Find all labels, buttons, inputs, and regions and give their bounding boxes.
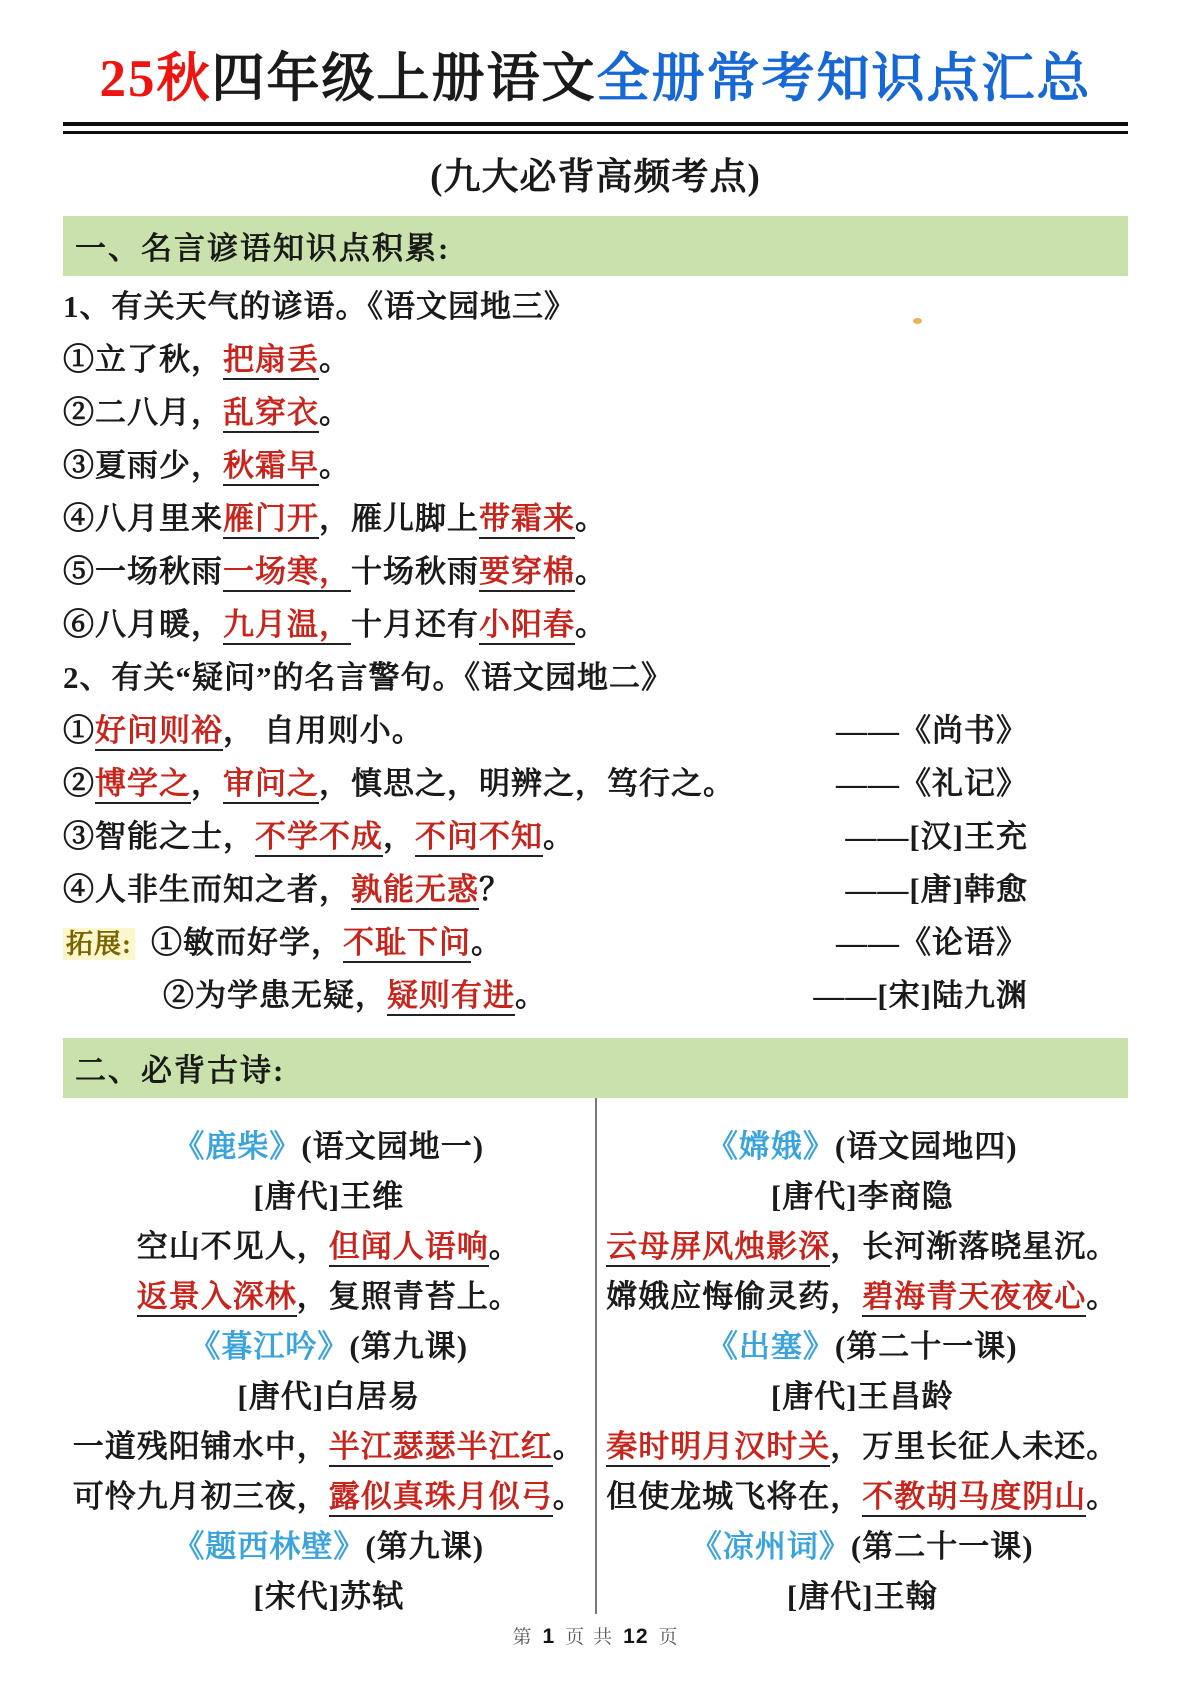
text-line bbox=[63, 492, 1128, 545]
line-text bbox=[63, 598, 607, 651]
plain-text: ，雁儿脚上 bbox=[319, 501, 479, 537]
text-line bbox=[63, 333, 1128, 386]
plain-text: 。 bbox=[319, 395, 351, 431]
plain-text: 。 bbox=[575, 607, 607, 643]
answer-blank-text: 乱穿衣 bbox=[223, 395, 319, 433]
plain-text: 。 bbox=[575, 554, 607, 590]
plain-text: ，万里长征人未还。 bbox=[830, 1429, 1119, 1465]
page-footer bbox=[0, 1622, 1191, 1649]
footer-page-number: 1 bbox=[542, 1625, 556, 1648]
title-term-season: 25秋 bbox=[99, 50, 212, 108]
text-line bbox=[63, 598, 1128, 651]
plain-text: 。 bbox=[575, 501, 607, 537]
subtitle: (九大必背高频考点) bbox=[430, 157, 761, 199]
plain-text: 。 bbox=[1086, 1479, 1119, 1515]
source-attribution: ——《论语》 bbox=[836, 925, 1028, 961]
line-text bbox=[63, 492, 607, 545]
plain-text: ③夏雨少， bbox=[63, 448, 223, 484]
poem-title: 《鹿柴》 bbox=[173, 1129, 302, 1165]
section1-heading-banner: 一、名言谚语知识点积累: bbox=[63, 216, 1128, 276]
answer-blank-text: 博学之 bbox=[95, 766, 191, 804]
plain-text: 。 bbox=[1086, 1279, 1119, 1315]
poem-author: [唐代]王维 bbox=[253, 1179, 405, 1215]
poem-title-line bbox=[597, 1522, 1129, 1572]
answer-blank-text: 带霜来 bbox=[479, 501, 575, 539]
answer-blank-text: 但闻人语响 bbox=[329, 1229, 489, 1267]
poems-grid bbox=[63, 1098, 1128, 1622]
source-attribution: ——[汉]王充 bbox=[845, 819, 1028, 855]
plain-text: 。 bbox=[552, 1479, 585, 1515]
poem-title: 《出塞》 bbox=[706, 1329, 835, 1365]
answer-blank-text: 不学不成 bbox=[255, 819, 383, 857]
poem-author: [唐代]白居易 bbox=[237, 1379, 421, 1415]
text-line bbox=[63, 863, 1128, 916]
footer-total-pages: 12 bbox=[623, 1625, 649, 1648]
poem-source-note: (第二十一课) bbox=[834, 1329, 1018, 1365]
plain-text: 。 bbox=[471, 925, 503, 961]
answer-blank-text: 返景入深林 bbox=[137, 1279, 297, 1317]
answer-blank-text: 小阳春 bbox=[479, 607, 575, 645]
plain-text: ①敏而好学， bbox=[151, 925, 343, 961]
text-line bbox=[63, 969, 1128, 1022]
footer-mid2: 共 bbox=[593, 1627, 614, 1648]
plain-text: 。 bbox=[515, 978, 547, 1014]
plain-text: ②二八月， bbox=[63, 395, 223, 431]
answer-blank-text: 好问则裕 bbox=[95, 713, 223, 751]
answer-blank-text: 孰能无惑 bbox=[351, 872, 479, 910]
extension-label: 拓展: bbox=[63, 928, 135, 960]
line-text bbox=[63, 757, 735, 810]
plain-text: 。 bbox=[319, 448, 351, 484]
plain-text: 。 bbox=[319, 342, 351, 378]
text-line bbox=[63, 280, 1128, 333]
line-text bbox=[63, 704, 424, 757]
poem-source-note: (第二十一课) bbox=[850, 1529, 1034, 1565]
plain-text: ， 自用则小。 bbox=[223, 713, 424, 749]
plain-text: ，复照青苔上。 bbox=[296, 1279, 521, 1315]
poem-source-note: (语文园地四) bbox=[834, 1129, 1018, 1165]
plain-text: ② bbox=[63, 766, 95, 802]
text-line bbox=[63, 386, 1128, 439]
plain-text: ，慎思之，明辨之，笃行之。 bbox=[319, 766, 735, 802]
plain-text: 。 bbox=[543, 819, 575, 855]
poem-verse bbox=[597, 1422, 1129, 1472]
plain-text: ， bbox=[191, 766, 223, 802]
answer-blank-text: 九月温， bbox=[223, 607, 351, 645]
answer-blank-text: 露似真珠月似弓 bbox=[329, 1479, 553, 1517]
plain-text: ③智能之士， bbox=[63, 819, 255, 855]
answer-blank-text: 秋霜早 bbox=[223, 448, 319, 486]
answer-blank-text: 要穿棉 bbox=[479, 554, 575, 592]
text-line bbox=[63, 757, 1128, 810]
poem-title-line bbox=[63, 1522, 595, 1572]
poem-verse bbox=[597, 1472, 1129, 1522]
plain-text: ②为学患无疑， bbox=[163, 978, 387, 1014]
poem-title-line bbox=[63, 1322, 595, 1372]
poem-source-note: (语文园地一) bbox=[301, 1129, 485, 1165]
line-text bbox=[63, 280, 576, 333]
answer-blank-text: 雁门开 bbox=[223, 501, 319, 539]
plain-text: 。 bbox=[488, 1229, 521, 1265]
poem-title: 《题西林壁》 bbox=[173, 1529, 366, 1565]
line-text bbox=[63, 333, 351, 386]
poem-source-note: (第九课) bbox=[349, 1329, 469, 1365]
answer-blank-text: 审问之 bbox=[223, 766, 319, 804]
answer-blank-text: 一场寒， bbox=[223, 554, 351, 592]
source-attribution: ——[宋]陆九渊 bbox=[813, 978, 1028, 1014]
line-text bbox=[63, 810, 575, 863]
text-line bbox=[63, 439, 1128, 492]
source-attribution: ——《尚书》 bbox=[836, 713, 1028, 749]
title-term-topic: 全册常考知识点汇总 bbox=[596, 50, 1092, 108]
plain-text: ，长河渐落晓星沉。 bbox=[830, 1229, 1119, 1265]
poem-title-line bbox=[597, 1322, 1129, 1372]
line-text bbox=[63, 439, 351, 492]
source-attribution: ——[唐]韩愈 bbox=[845, 872, 1028, 908]
answer-blank-text: 秦时明月汉时关 bbox=[606, 1429, 830, 1467]
page-title bbox=[0, 0, 1191, 112]
plain-text: 十月还有 bbox=[351, 607, 479, 643]
poem-verse bbox=[597, 1222, 1129, 1272]
poem-verse bbox=[63, 1472, 595, 1522]
poem-author: [唐代]王翰 bbox=[786, 1579, 938, 1615]
line-text bbox=[63, 386, 351, 439]
plain-text: 空山不见人， bbox=[136, 1229, 329, 1265]
line-text bbox=[63, 969, 547, 1022]
plain-text: ④八月里来 bbox=[63, 501, 223, 537]
plain-text: 但使龙城飞将在， bbox=[606, 1479, 863, 1515]
poem-title: 《凉州词》 bbox=[690, 1529, 851, 1565]
answer-blank-text: 不教胡马度阴山 bbox=[862, 1479, 1086, 1517]
line-text bbox=[63, 545, 607, 598]
line-text bbox=[63, 651, 673, 704]
footer-suffix: 页 bbox=[658, 1627, 679, 1648]
answer-blank-text: 云母屏风烛影深 bbox=[606, 1229, 830, 1267]
title-term-grade: 四年级上册语文 bbox=[211, 50, 597, 108]
scan-artifact-dot bbox=[913, 318, 922, 324]
answer-blank-text: 疑则有进 bbox=[387, 978, 515, 1016]
poem-source-note: (第九课) bbox=[365, 1529, 485, 1565]
section2-heading-banner: 二、必背古诗: bbox=[63, 1038, 1128, 1098]
footer-prefix: 第 bbox=[512, 1627, 533, 1648]
poem-author: [宋代]苏轼 bbox=[253, 1579, 405, 1615]
poem-verse bbox=[63, 1222, 595, 1272]
plain-text: 一道残阳铺水中， bbox=[72, 1429, 329, 1465]
title-divider-rule bbox=[63, 122, 1128, 134]
plain-text: 2、有关“疑问”的名言警句。《语文园地二》 bbox=[63, 660, 673, 696]
poem-author: [唐代]王昌龄 bbox=[770, 1379, 954, 1415]
poem-verse bbox=[63, 1422, 595, 1472]
poem-verse bbox=[63, 1272, 595, 1322]
plain-text: ？ bbox=[479, 872, 511, 908]
line-text bbox=[63, 863, 511, 916]
plain-text: ① bbox=[63, 713, 95, 749]
plain-text: ①立了秋， bbox=[63, 342, 223, 378]
poem-title: 《嫦娥》 bbox=[706, 1129, 835, 1165]
poem-author: [唐代]李商隐 bbox=[770, 1179, 954, 1215]
answer-blank-text: 半江瑟瑟半江红 bbox=[329, 1429, 553, 1467]
answer-blank-text: 不耻下问 bbox=[343, 925, 471, 963]
plain-text: ⑥八月暖， bbox=[63, 607, 223, 643]
answer-blank-text: 碧海青天夜夜心 bbox=[862, 1279, 1086, 1317]
line-text bbox=[63, 916, 503, 971]
text-line bbox=[63, 545, 1128, 598]
plain-text: 嫦娥应悔偷灵药， bbox=[606, 1279, 863, 1315]
plain-text: 可怜九月初三夜， bbox=[72, 1479, 329, 1515]
text-line bbox=[63, 704, 1128, 757]
poem-verse bbox=[597, 1272, 1129, 1322]
answer-blank-text: 把扇丢 bbox=[223, 342, 319, 380]
plain-text: 十场秋雨 bbox=[351, 554, 479, 590]
plain-text: ④人非生而知之者， bbox=[63, 872, 351, 908]
text-line bbox=[63, 916, 1128, 969]
source-attribution: ——《礼记》 bbox=[836, 766, 1028, 802]
poem-title-line bbox=[63, 1122, 595, 1172]
poems-right-column bbox=[597, 1098, 1129, 1622]
poem-title: 《暮江吟》 bbox=[189, 1329, 350, 1365]
plain-text: ， bbox=[383, 819, 415, 855]
answer-blank-text: 不问不知 bbox=[415, 819, 543, 857]
poems-left-column bbox=[63, 1098, 595, 1622]
text-line bbox=[63, 651, 1128, 704]
poem-title-line bbox=[597, 1122, 1129, 1172]
text-line bbox=[63, 810, 1128, 863]
footer-mid1: 页 bbox=[565, 1627, 586, 1648]
plain-text: ⑤一场秋雨 bbox=[63, 554, 223, 590]
plain-text: 1、有关天气的谚语。《语文园地三》 bbox=[63, 289, 576, 325]
section1-content bbox=[63, 280, 1128, 1022]
plain-text: 。 bbox=[552, 1429, 585, 1465]
